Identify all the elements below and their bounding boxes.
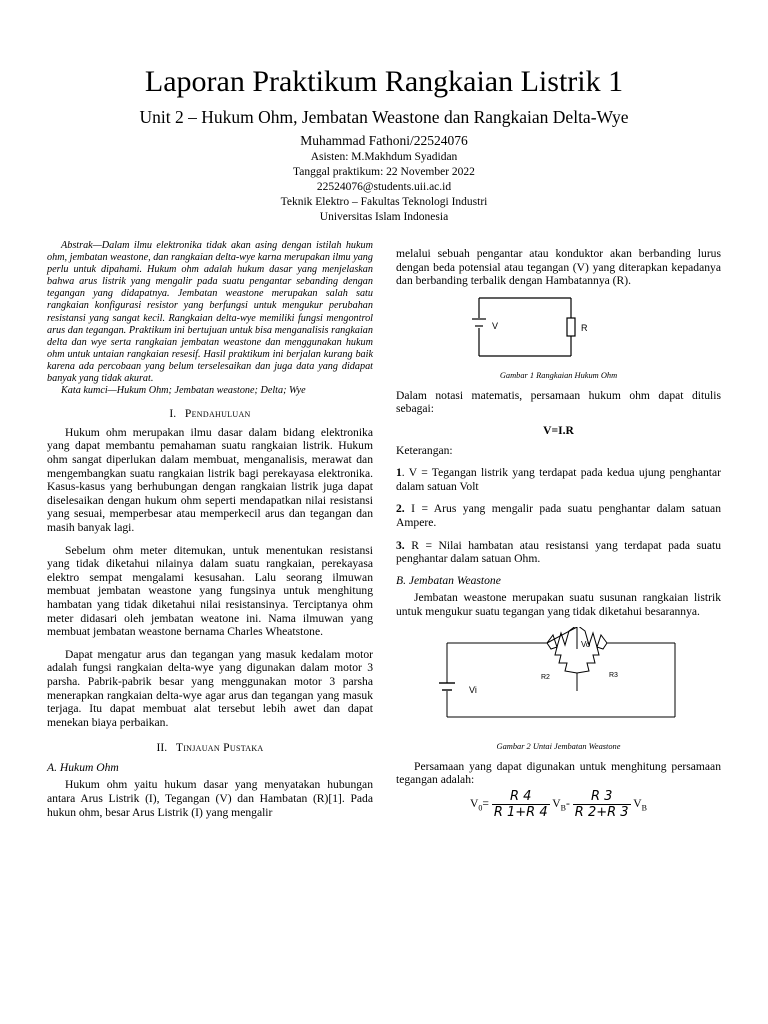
subsection-heading: A. Hukum Ohm: [47, 760, 119, 774]
paragraph: Sebelum ohm meter ditemukan, untuk menentukan resistansi yang tidak diketahui nilainya dalam suatu rangkaian, perekayasa elektro sempat mengalami kesusahan. Lalu seorang ilmuwan membuat jembatan weastone yang fungsinya untuk menghitung hambatan yang tidak diketahui nilai resistansinya. Terciptanya ohm meter didasari oleh jembatan weatone ini. Nama ilmuwan yang membuat jembatan weastone bernama Charles Wheatstone.: [47, 543, 373, 639]
paragraph: Dapat mengatur arus dan tegangan yang masuk kedalam motor adalah fungsi rangkaian delta-wye yang digunakan dalam motor 3 parsha. Pabrik-pabrik besar yang menggunakan motor 3 parsha menerapkan rangkaian delta-wye agar arus dan tegangan yang masuk terjaga. Itu dapat membuat alat tersebut lebih awet dan dapat menekan biaya perbaikan.: [47, 647, 373, 729]
right-column: [396, 247, 721, 820]
wheatstone-bridge-figure: [427, 627, 691, 727]
email: 22524076@students.uii.ac.id: [316, 181, 452, 193]
fraction-r3: $\frac{R 3}{R 2+R 3}$: [574, 788, 629, 820]
figure-caption: Gambar 2 Untai Jembatan Weastone: [496, 741, 621, 751]
paper-title: Laporan Praktikum Rangkaian Listrik 1: [144, 65, 624, 98]
practicum-date: Tanggal praktikum: 22 November 2022: [293, 166, 475, 178]
section-title: Pendahuluan: [184, 407, 251, 421]
keywords: Kata kumci—Hukum Ohm; Jembatan weastone; Delta; Wye: [61, 385, 306, 397]
paper-subtitle: Unit 2 – Hukum Ohm, Jembatan Weastone dan Rangkaian Delta-Wye: [139, 107, 629, 127]
vi-label: Vi: [468, 684, 477, 695]
paragraph: Hukum ohm yaitu hukum dasar yang menyatakan hubungan antara Arus Listrik (I), Tegangan (V) dan Hambatan (R)[1]. Pada hukun ohm, besar Arus Listrik (I) yang mengalir: [47, 778, 373, 819]
department: Teknik Elektro – Fakultas Teknologi Industri: [280, 196, 488, 208]
paragraph: Jembatan weastone merupakan suatu susunan rangkaian listrik untuk mengukur suatu tegangan yang tidak diketahui besarannya.: [396, 591, 721, 618]
figure-caption: Gambar 1 Rangkaian Hukum Ohm: [499, 370, 618, 380]
section-heading-1: [47, 407, 373, 421]
paragraph: Persamaan yang dapat digunakan untuk menghitung persamaan tegangan adalah:: [396, 759, 721, 787]
ohm-formula: V=I.R: [543, 423, 574, 437]
section-heading-2: [47, 741, 373, 755]
assistant: Asisten: M.Makhdum Syadidan: [310, 151, 458, 163]
list-item: 1. V = Tegangan listrik yang terdapat pada kedua ujung penghantar dalam satuan Volt: [396, 466, 721, 493]
bridge-equation: $V_0=$ $\frac{R 4}{R 1+R 4}$ $V_B-$ $\frac{R 3}{R 2+R 3}$ $V_B$: [470, 788, 647, 820]
section-number: II.: [156, 741, 168, 755]
r3-label: R3: [608, 671, 618, 679]
voltage-label: V: [491, 320, 498, 331]
ohm-circuit-figure: [459, 288, 659, 364]
left-column: [47, 240, 373, 819]
author: Muhammad Fathoni/22524076: [300, 133, 468, 148]
paragraph: Dalam notasi matematis, persamaan hukum ohm dapat ditulis sebagai:: [396, 388, 721, 416]
subsection-heading: B. Jembatan Weastone: [396, 573, 501, 587]
fraction-r4: $\frac{R 4}{R 1+R 4}$: [493, 788, 548, 820]
r2-label: R2: [540, 673, 550, 681]
abstract: Abstrak—Dalam ilmu elektronika tidak akan asing dengan istilah hukum ohm, jembatan weastone, dan rangkaian delta-wye karna merupakan ilmu yang perlu untuk dipahami. Hukum ohm adalah hukum dasar yang menjelaskan bahwa arus listrik yang mengalir pada suatu pengantar sebanding dengan tegangan yang didapatnya. Jembatan weastone merupakan salah satu rangkaian konfigurasi resistor yang berfungsi untuk mengukur perubahan resistansi yang sangat kecil. Rangkaian delta-wye memiliki fungsi mengontrol arus dan tegangan. Praktikum ini bertujuan untuk bisa menganalisis rangkaian delta dan wye serta rangkaian jembatan weastone dan menggunakan hukum ohm untuk untaian rangkaian resesif. Hasil praktikum ini berjalan kurang baik karena ada percobaan yang belum terselesaikan dan juga data yang didapat banyak yang tidak akurat.: [47, 240, 373, 385]
section-title: Tinjauan Pustaka: [175, 741, 264, 755]
author-info: [0, 150, 768, 225]
keterangan-label: Keterangan:: [396, 443, 453, 457]
resistor-label: R: [580, 322, 587, 333]
list-item: 3. R = Nilai hambatan atau resistansi yang terdapat pada suatu penghantar dalam satuan Ohm.: [396, 538, 721, 566]
paragraph: Hukum ohm merupakan ilmu dasar dalam bidang elektronika yang dapat membantu pemahaman suatu rangkaian listrik. Hukum ohm sangat diperlukan dalam membuat, menganalisis, merawat dan mengembangkan suatu rangkaian listrik bagi perekayasa elektronika. Kasus-kasus yang berhubungan dengan rangkaian listrik juga dapat diselesaikan dengan hukum ohm seperti mendapatkan nilai resistansi yang sesuai, memperbesar atau memperkecil arus dan tegangan dan masih banyak lagi.: [47, 425, 373, 534]
university: Universitas Islam Indonesia: [319, 211, 449, 223]
list-item: 2. I = Arus yang mengalir pada suatu penghantar dalam satuan Ampere.: [396, 502, 721, 529]
paragraph: melalui sebuah pengantar atau konduktor akan berbanding lurus dengan beda potensial atau tegangan (V) yang diterapkan kepadanya dan berbanding terbalik dengan Hambatannya (R).: [396, 247, 721, 288]
section-number: I.: [169, 407, 177, 421]
vo-label: Vo: [580, 639, 590, 649]
